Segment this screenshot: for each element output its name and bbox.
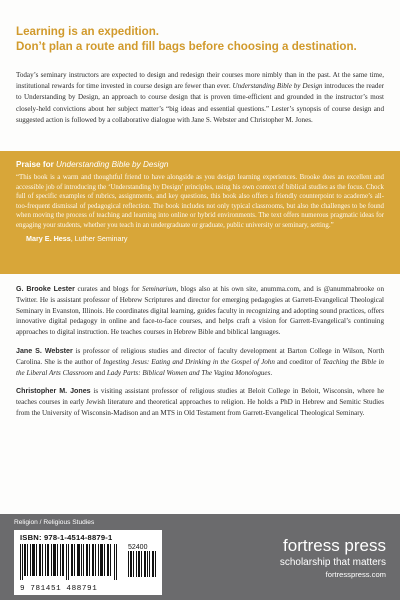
category-label: Religion / Religious Studies bbox=[14, 519, 95, 526]
endorser-affiliation: , Luther Seminary bbox=[70, 233, 128, 243]
endorser-name: Mary E. Hess bbox=[26, 233, 71, 243]
bio-webster-italic-2: Teaching the Bible in the Liberal Arts Classroom bbox=[16, 357, 384, 377]
bio-webster-text-2: and coeditor of bbox=[274, 357, 323, 366]
bio-webster-italic-3: Lady Parts: Biblical Women and The Vagina Monologues bbox=[106, 368, 271, 377]
intro-text-1: Today’s seminary instructors are expected to design and redesign their courses more nimbly than in the past. At the same time, institutional rewards for time invested in course design are fewer than ever. bbox=[16, 71, 384, 91]
barcode-block bbox=[14, 530, 162, 595]
tagline-line-2: Don’t plan a route and fill bags before choosing a destination. bbox=[16, 40, 357, 53]
endorsement-attribution bbox=[16, 234, 384, 243]
publisher-block bbox=[280, 536, 386, 580]
praise-heading-title: Understanding Bible by Design bbox=[56, 160, 169, 169]
tagline-line-1: Learning is an expedition. bbox=[16, 25, 160, 38]
tagline bbox=[16, 24, 386, 54]
bio-webster-text-4: . bbox=[270, 368, 273, 377]
publisher-tagline: scholarship that matters bbox=[279, 557, 386, 568]
intro-text-2: introduces the reader to Understanding by Design, an approach to course design that is proven time-efficient and grounded in the instructor’s most closely-held convictions about her subject matter’s “big ideas and essential questions.” Lester’s synopsis of course design and suggested action is followed by a collaborative dialogue with Jane S. Webster and Christopher M. Jones. bbox=[16, 82, 384, 124]
author-bios bbox=[16, 284, 384, 427]
isbn-label: ISBN: 978-1-4514-8879-1 bbox=[20, 533, 113, 542]
bio-jones-name: Christopher M. Jones bbox=[16, 387, 91, 396]
bio-lester-name: G. Brooke Lester bbox=[16, 285, 75, 293]
barcode-bars bbox=[20, 544, 120, 580]
footer-band bbox=[0, 514, 400, 600]
praise-heading bbox=[16, 160, 384, 169]
price-barcode-bars bbox=[128, 551, 156, 577]
publisher-name: fortress press bbox=[283, 536, 386, 555]
bio-webster-text-1: is professor of religious studies and director of faculty development at Barton College in Wilson, North Carolina. She is the author of bbox=[16, 346, 384, 366]
bio-webster-name: Jane S. Webster bbox=[16, 346, 73, 355]
intro-paragraph bbox=[16, 70, 384, 126]
endorsement-quote: “This book is a warm and thoughtful friend to have alongside as you design learning experiences. Brooke does an excellent and accessible job of introducing the ‘Understanding by Design’ principles, using his own context of biblical studies as the focus. Chock full of specific examples of rubrics, assignments, and key questions, this book also offers a friendly counterpoint to academe’s all-too-frequent dismissal of pedagogical reflection. The book includes not only typical classrooms, but also the challenges to be found when moving the process of teaching and learning into online or hybrid environments. The text offers numerous pragmatic ideas for engaging your students, whether you teach in an undergraduate or graduate, public university or seminary, setting.” bbox=[16, 174, 384, 229]
barcode-digits: 9 781451 488791 bbox=[20, 585, 98, 593]
price-code bbox=[128, 544, 156, 579]
bio-jones-text-1: is visiting assistant professor of religious studies at Beloit College in Beloit, Wisconsin, where he teaches courses in early Jewish literature and theoretical approaches to religion. He holds a PhD in Hebrew and Semitic Studies from the University of Wisconsin-Madison and an MTS in Old Testament from Garrett-Evangelical Theological Seminary. bbox=[16, 387, 385, 417]
intro-book-title: Understanding Bible by Design bbox=[232, 82, 323, 91]
bio-jones bbox=[16, 386, 384, 418]
praise-heading-lead: Praise for bbox=[16, 160, 57, 169]
bio-webster bbox=[16, 346, 384, 378]
praise-panel bbox=[0, 151, 400, 274]
bio-lester-italic-1: Seminarium bbox=[142, 285, 177, 293]
publisher-url[interactable]: fortresspress.com bbox=[325, 570, 386, 579]
bio-webster-italic-1: Ingesting Jesus: Eating and Drinking in the Gospel of John bbox=[102, 357, 275, 366]
bio-lester-text-2: , blogs also at his own site, anumma.com, and is @anummabrooke on Twitter. He is assistant professor of Hebrew Scriptures and director for emerging pedagogies at Garrett-Evangelical Theological Seminary in Evanston, Illinois. He coordinates digital learning, guides faculty in recognizing and adopting sound practices, offers innovative digital pedagogy in online and face-to-face courses, and helps craft a vision for Garrett-Evangelical’s continuing approaches to digital instruction. He teaches courses in Hebrew Bible and biblical languages. bbox=[16, 285, 385, 337]
bio-webster-text-3: and bbox=[93, 368, 107, 377]
bio-lester bbox=[16, 284, 384, 338]
bio-lester-text-1: curates and blogs for bbox=[74, 285, 143, 293]
price-code-text: 52400 bbox=[128, 544, 148, 551]
